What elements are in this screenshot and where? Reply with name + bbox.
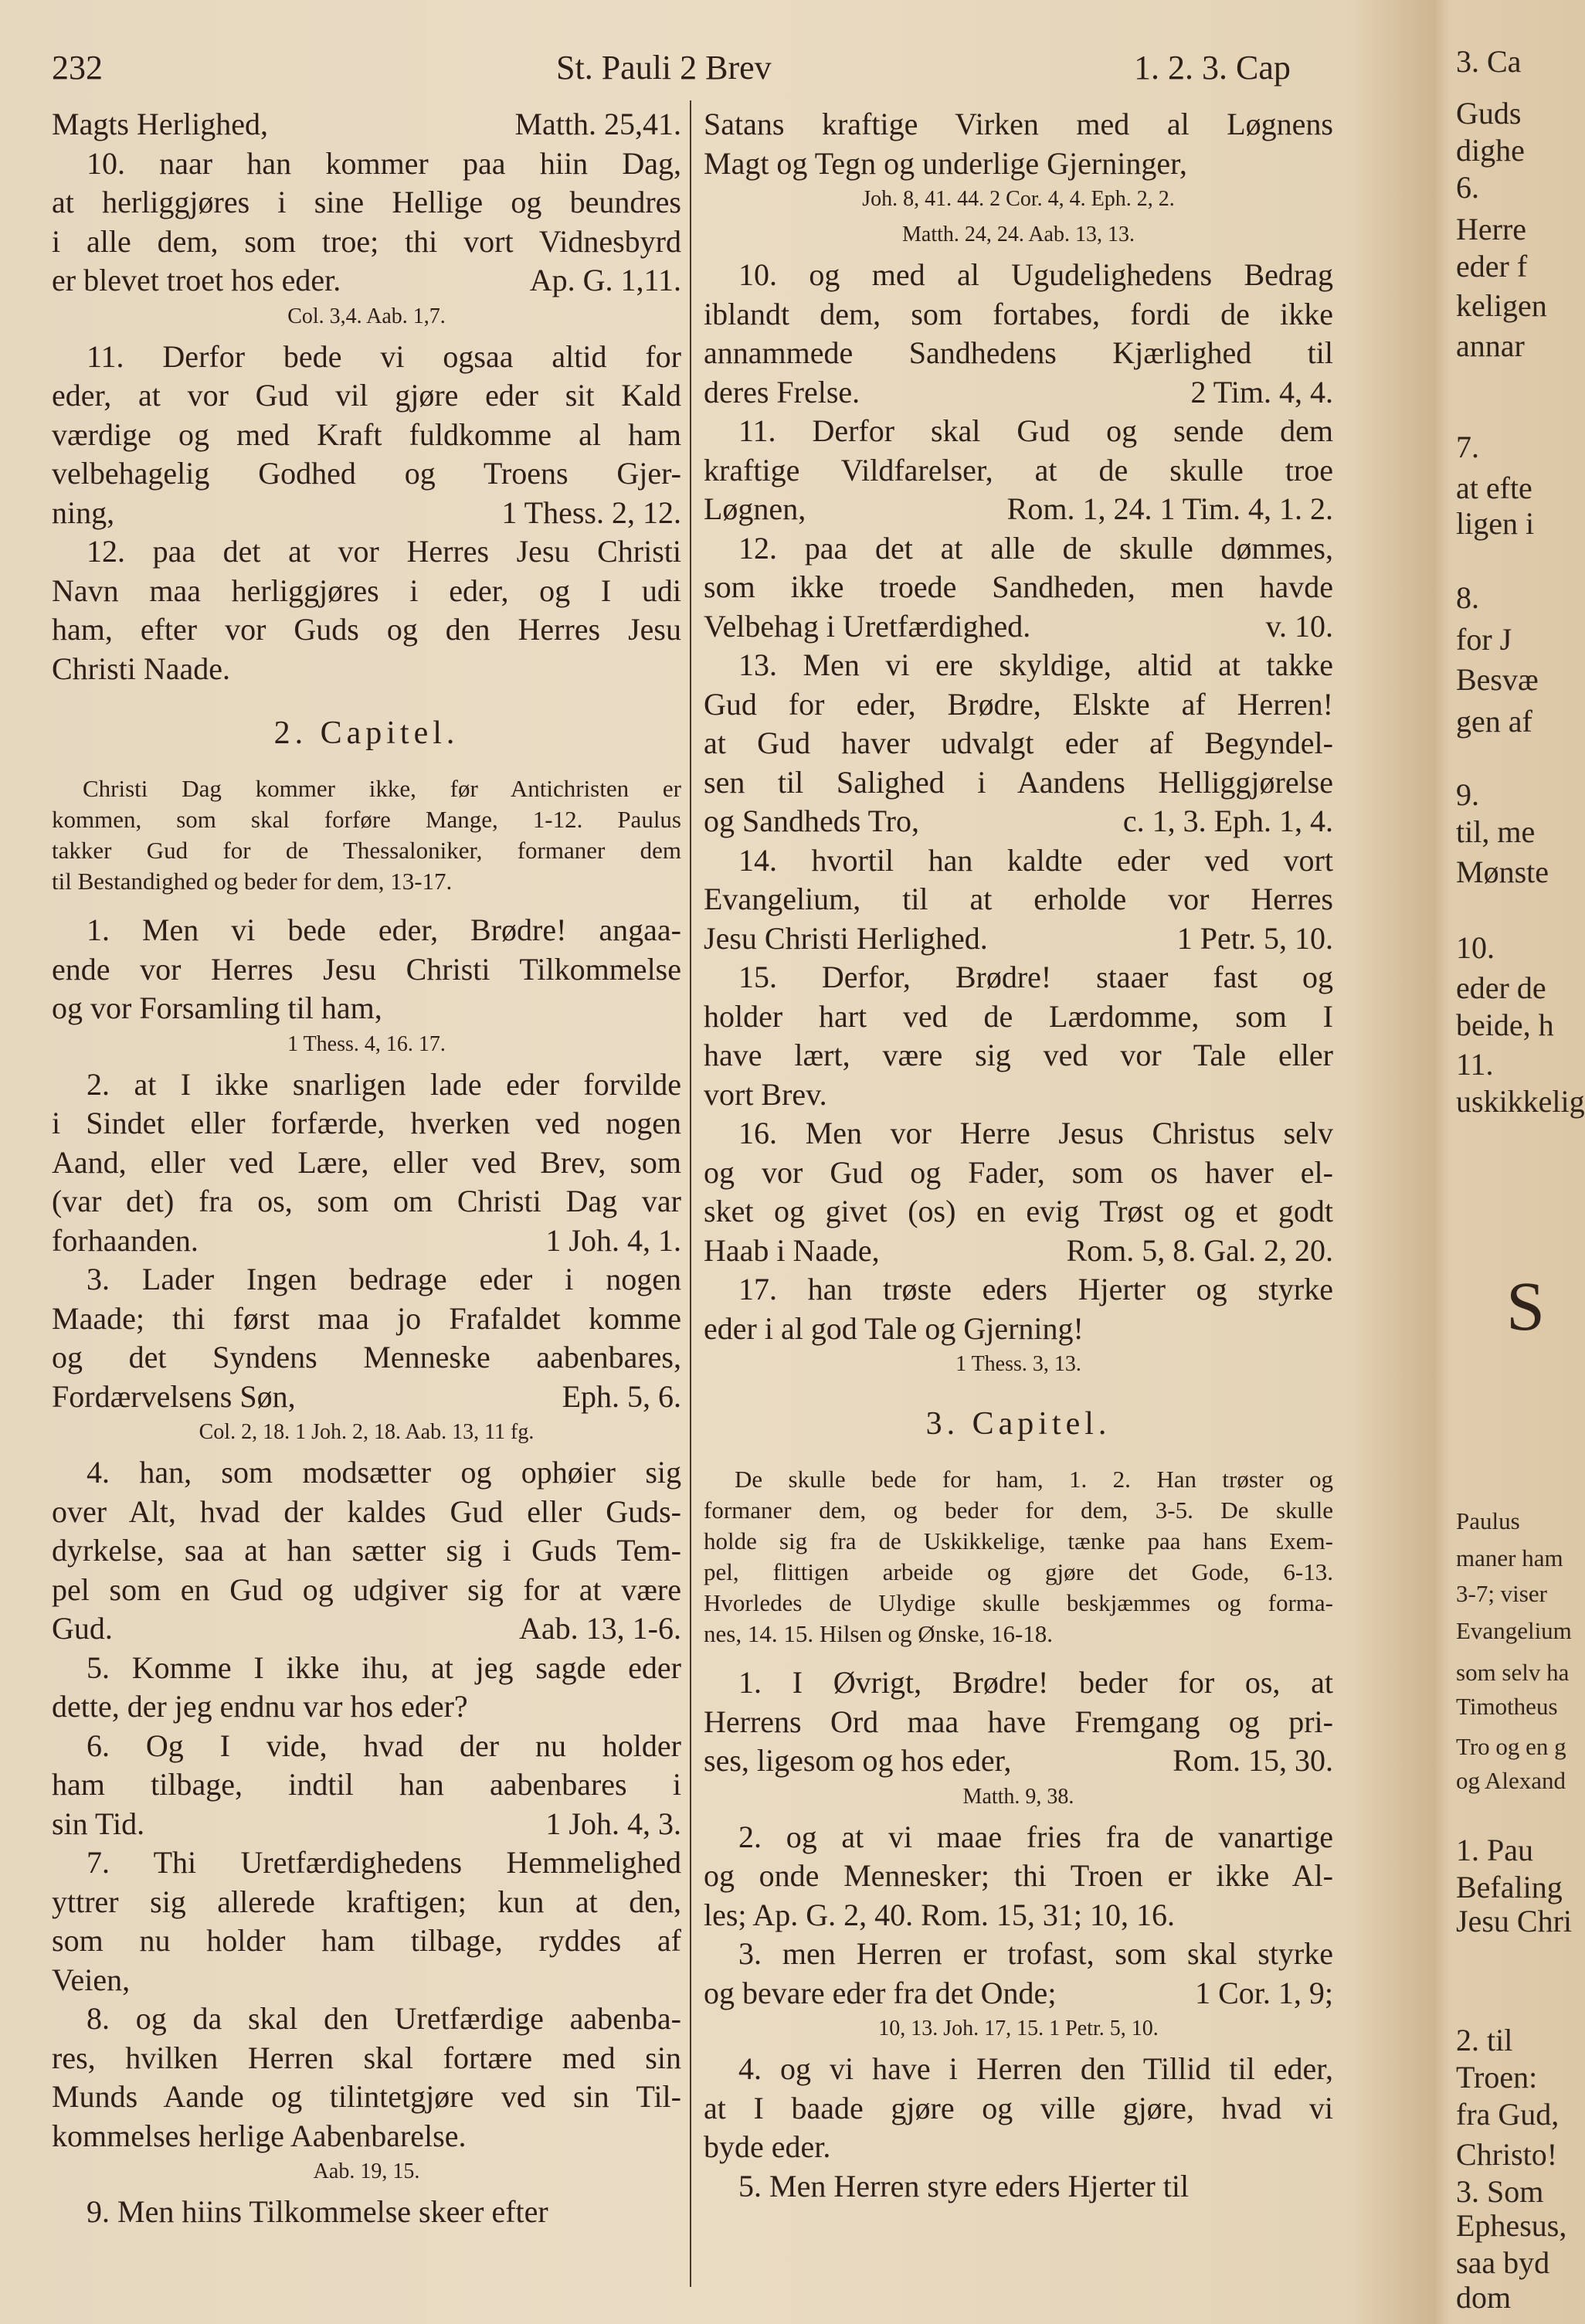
verse-reference: Matth. 25,41. bbox=[514, 107, 681, 141]
verse-line: 12. paa det at vor Herres Jesu Christi bbox=[87, 534, 681, 569]
verse-paragraph bbox=[52, 911, 681, 1028]
verse-paragraph bbox=[52, 1843, 681, 2000]
verse-line: som ikke troede Sandheden, men havde bbox=[704, 569, 1333, 604]
verse-reference: 1 Cor. 1, 9; bbox=[1195, 1975, 1333, 2010]
verse-line: eder i al god Tale og Gjerning! bbox=[704, 1310, 1084, 1346]
verse-reference: 2 Tim. 4, 4. bbox=[1190, 374, 1333, 409]
column-divider bbox=[690, 100, 691, 2287]
next-page-fragment: saa byd bbox=[1456, 2245, 1550, 2280]
next-page-fragment: Befaling bbox=[1456, 1870, 1563, 1904]
verse-reference: 1 Petr. 5, 10. bbox=[1176, 920, 1333, 956]
verse-line bbox=[52, 1805, 681, 1844]
next-page-fragment: Jesu Chri bbox=[1456, 1904, 1572, 1938]
verse-text: Fordærvelsens Søn, bbox=[52, 1378, 296, 1414]
next-page-fragment: 1. Pau bbox=[1456, 1833, 1533, 1867]
verse-line bbox=[704, 802, 1333, 841]
verse-text: forhaanden. bbox=[52, 1222, 199, 1258]
cross-reference: Aab. 19, 15. bbox=[313, 2159, 420, 2183]
summary-line: De skulle bede for ham, 1. 2. Han trøster og bbox=[735, 1466, 1333, 1493]
verse-reference: c. 1, 3. Eph. 1, 4. bbox=[1122, 804, 1333, 838]
next-page-fragment: keligen bbox=[1456, 288, 1547, 323]
summary-line: Hvorledes de Ulydige skulle beskjæmmes og forma- bbox=[704, 1589, 1333, 1616]
verse-line: velbehagelig Godhed og Troens Gjer- bbox=[52, 456, 681, 491]
next-page-fragment: Evangelium bbox=[1456, 1617, 1572, 1644]
verse-paragraph bbox=[704, 529, 1333, 647]
verse-line bbox=[704, 1741, 1333, 1781]
verse-reference: Eph. 5, 6. bbox=[562, 1378, 681, 1414]
summary-line: til Bestandighed og beder for dem, 13-17. bbox=[52, 868, 453, 895]
verse-line bbox=[704, 373, 1333, 413]
verse-line: dette, der jeg endnu var hos eder? bbox=[52, 1689, 468, 1724]
verse-line: Herrens Ord maa have Fremgang og pri- bbox=[704, 1704, 1333, 1739]
verse-text: ses, ligesom og hos eder, bbox=[704, 1743, 1012, 1778]
verse-line: 9. Men hiins Tilkommelse skeer efter bbox=[87, 2194, 548, 2229]
cross-reference: 1 Thess. 3, 13. bbox=[955, 1352, 1081, 1376]
next-page-fragment: 8. bbox=[1456, 580, 1479, 615]
verse-line: 2. at I ikke snarligen lade eder forvilde bbox=[87, 1066, 681, 1102]
next-page-fragment: Troen: bbox=[1456, 2060, 1538, 2095]
verse-text: deres Frelse. bbox=[704, 374, 860, 409]
verse-line: 11. Derfor skal Gud og sende dem bbox=[738, 413, 1333, 448]
summary-line: pel, flittigen arbeide og gjøre det Gode, 6-13. bbox=[704, 1558, 1333, 1585]
next-page-fragment: 3-7; viser bbox=[1456, 1580, 1547, 1607]
chapter-heading: 2. Capitel. bbox=[273, 715, 460, 751]
next-page-fragment: for J bbox=[1456, 622, 1512, 657]
verse-line: 4. han, som modsætter og ophøier sig bbox=[87, 1455, 681, 1490]
verse-line: res, hvilken Herren skal fortære med sin bbox=[52, 2040, 681, 2075]
verse-line: og onde Mennesker; thi Troen er ikke Al- bbox=[704, 1858, 1333, 1893]
next-page-fragment: at efte bbox=[1456, 471, 1532, 505]
cross-reference: 1 Thess. 4, 16. 17. bbox=[287, 1031, 446, 1056]
verse-paragraph bbox=[52, 532, 681, 688]
next-page-fragment: 6. bbox=[1456, 170, 1479, 205]
next-page-fragment: 10. bbox=[1456, 930, 1495, 965]
next-page-fragment: 3. Ca bbox=[1456, 44, 1522, 79]
chapter-summary bbox=[52, 773, 681, 897]
verse-line: Evangelium, til at erholde vor Herres bbox=[704, 882, 1333, 916]
verse-line: 17. han trøste eders Hjerter og styrke bbox=[738, 1272, 1333, 1306]
summary-line: kommen, som skal forføre Mange, 1-12. Paulus bbox=[52, 806, 681, 833]
verse-reference: Ap. G. 1,11. bbox=[529, 263, 681, 297]
verse-line bbox=[704, 607, 1333, 647]
verse-line: Maade; thi først maa jo Frafaldet komme bbox=[52, 1300, 681, 1336]
summary-line: nes, 14. 15. Hilsen og Ønske, 16-18. bbox=[704, 1620, 1054, 1647]
verse-reference: Aab. 13, 1-6. bbox=[519, 1611, 681, 1646]
next-page-fragment: dighe bbox=[1456, 133, 1525, 168]
verse-line: at Gud haver udvalgt eder af Begyndel- bbox=[704, 725, 1333, 760]
verse-line bbox=[704, 1974, 1333, 2013]
verse-text: Haab i Naade, bbox=[704, 1232, 880, 1268]
next-page-fragment: til, me bbox=[1456, 814, 1536, 849]
verse-line: 6. Og I vide, hvad der nu holder bbox=[87, 1728, 681, 1763]
next-page-fragment: Besvæ bbox=[1456, 662, 1539, 697]
verse-line bbox=[52, 1378, 681, 1417]
verse-paragraph bbox=[704, 105, 1333, 183]
chapter-range: 1. 2. 3. Cap bbox=[1134, 49, 1291, 87]
next-page-fragment: ligen i bbox=[1456, 506, 1535, 541]
verse-line: 13. Men vi ere skyldige, altid at takke bbox=[738, 647, 1333, 682]
verse-paragraph bbox=[52, 105, 681, 144]
right-column bbox=[704, 105, 1333, 2206]
verse-line: 10. og med al Ugudelighedens Bedrag bbox=[738, 257, 1333, 292]
next-page-fragment: S bbox=[1506, 1269, 1546, 1345]
cross-reference: Matth. 9, 38. bbox=[962, 1784, 1074, 1809]
verse-paragraph bbox=[704, 1270, 1333, 1348]
verse-paragraph bbox=[52, 1649, 681, 1727]
verse-line: i Sindet eller forfærde, hverken ved nogen bbox=[52, 1106, 681, 1140]
next-page-fragment: Christo! bbox=[1456, 2137, 1558, 2172]
next-page-fragment: gen af bbox=[1456, 704, 1532, 739]
verse-line: Christi Naade. bbox=[52, 651, 231, 686]
verse-text: og Sandheds Tro, bbox=[704, 804, 919, 838]
verse-line: (var det) fra os, som om Christi Dag var bbox=[52, 1184, 681, 1218]
next-page-fragment: beide, h bbox=[1456, 1007, 1554, 1042]
verse-line: sen til Salighed i Aandens Helliggjørelse bbox=[704, 764, 1333, 800]
verse-paragraph bbox=[704, 1663, 1333, 1781]
verse-reference: 1 Joh. 4, 1. bbox=[545, 1222, 681, 1258]
summary-line: holde sig fra de Uskikkelige, tænke paa hans Exem- bbox=[704, 1527, 1333, 1554]
next-page-fragment: fra Gud, bbox=[1456, 2097, 1560, 2132]
verse-paragraph bbox=[52, 1727, 681, 1844]
verse-paragraph bbox=[52, 144, 681, 301]
next-page-fragment: 3. Som bbox=[1456, 2174, 1544, 2209]
verse-paragraph bbox=[704, 1114, 1333, 1270]
verse-paragraph bbox=[52, 2193, 681, 2232]
next-page-fragment: Mønste bbox=[1456, 855, 1549, 889]
next-page-fragment: 7. bbox=[1456, 430, 1479, 464]
verse-line: ham, efter vor Guds og den Herres Jesu bbox=[52, 612, 681, 647]
verse-paragraph bbox=[52, 1260, 681, 1416]
verse-paragraph bbox=[704, 2167, 1333, 2207]
verse-line: som nu holder ham tilbage, ryddes af bbox=[52, 1923, 681, 1958]
verse-line: vort Brev. bbox=[704, 1076, 827, 1112]
next-page-fragment: Paulus bbox=[1456, 1507, 1520, 1534]
verse-paragraph bbox=[704, 646, 1333, 841]
verse-text: Løgnen, bbox=[704, 491, 806, 526]
next-page-fragment: eder f bbox=[1456, 249, 1528, 284]
verse-line: Magt og Tegn og underlige Gjerninger, bbox=[704, 145, 1187, 181]
next-page-fragment: Ephesus, bbox=[1456, 2208, 1567, 2243]
verse-paragraph bbox=[704, 958, 1333, 1114]
verse-paragraph bbox=[52, 1065, 681, 1261]
verse-reference: 1 Joh. 4, 3. bbox=[545, 1806, 681, 1841]
verse-line: Aand, eller ved Lære, eller ved Brev, som bbox=[52, 1144, 681, 1180]
verse-line: og det Syndens Menneske aabenbares, bbox=[52, 1340, 681, 1374]
next-page-fragment: Herre bbox=[1456, 212, 1527, 246]
next-page-fragment: eder de bbox=[1456, 970, 1546, 1005]
verse-text: er blevet troet hos eder. bbox=[52, 263, 341, 297]
verse-line: byde eder. bbox=[704, 2129, 831, 2164]
next-page-fragment: dom bbox=[1456, 2280, 1512, 2315]
verse-line bbox=[704, 919, 1333, 959]
verse-line: 15. Derfor, Brødre! staaer fast og bbox=[738, 960, 1333, 994]
summary-line: formaner dem, og beder for dem, 3-5. De skulle bbox=[704, 1497, 1333, 1524]
verse-line: holder hart ved de Lærdomme, som I bbox=[704, 998, 1333, 1034]
verse-text: Magts Herlighed, bbox=[52, 107, 268, 141]
verse-paragraph bbox=[52, 1453, 681, 1649]
chapter-heading: 3. Capitel. bbox=[925, 1406, 1112, 1442]
verse-line: annammede Sandhedens Kjærlighed til bbox=[704, 335, 1333, 370]
verse-line: Gud for eder, Brødre, Elskte af Herren! bbox=[704, 686, 1333, 722]
summary-line: takker Gud for de Thessaloniker, formaner dem bbox=[52, 837, 681, 864]
verse-reference: Rom. 1, 24. 1 Tim. 4, 1. 2. bbox=[1006, 491, 1333, 526]
verse-line: 16. Men vor Herre Jesus Christus selv bbox=[738, 1116, 1333, 1150]
cross-reference: 10, 13. Joh. 17, 15. 1 Petr. 5, 10. bbox=[878, 2017, 1159, 2040]
verse-line: 14. hvortil han kaldte eder ved vort bbox=[738, 842, 1333, 878]
cross-reference: Matth. 24, 24. Aab. 13, 13. bbox=[902, 223, 1135, 246]
verse-line: sket og givet (os) en evig Trøst og et godt bbox=[704, 1194, 1333, 1228]
verse-line: 2. og at vi maae fries fra de vanartige bbox=[738, 1819, 1333, 1854]
verse-paragraph bbox=[704, 2050, 1333, 2167]
verse-paragraph bbox=[704, 841, 1333, 959]
verse-paragraph bbox=[704, 1935, 1333, 2013]
verse-paragraph bbox=[704, 1818, 1333, 1935]
verse-line bbox=[52, 261, 681, 301]
verse-reference: 1 Thess. 2, 12. bbox=[501, 494, 681, 530]
verse-text: og bevare eder fra det Onde; bbox=[704, 1975, 1057, 2010]
verse-paragraph bbox=[704, 256, 1333, 412]
verse-line: have lært, være sig ved vor Tale eller bbox=[704, 1038, 1333, 1072]
verse-line: og vor Gud og Fader, som os haver el- bbox=[704, 1154, 1333, 1190]
verse-line: dyrkelse, saa at han sætter sig i Guds Tem- bbox=[52, 1533, 681, 1568]
verse-reference: Rom. 15, 30. bbox=[1173, 1743, 1333, 1778]
verse-line: over Alt, hvad der kaldes Gud eller Guds- bbox=[52, 1493, 681, 1529]
verse-line: 12. paa det at alle de skulle dømmes, bbox=[738, 530, 1333, 566]
verse-line: Munds Aande og tilintetgjøre ved sin Til- bbox=[52, 2079, 681, 2114]
verse-line: pel som en Gud og udgiver sig for at være bbox=[52, 1571, 681, 1607]
next-page-fragment: 11. bbox=[1456, 1047, 1494, 1082]
summary-line: Christi Dag kommer ikke, før Antichristen er bbox=[83, 775, 681, 802]
page-number: 232 bbox=[52, 49, 103, 87]
verse-line: 3. men Herren er trofast, som skal styrke bbox=[738, 1936, 1333, 1971]
verse-line: 3. Lader Ingen bedrage eder i nogen bbox=[87, 1262, 681, 1296]
verse-line: at herliggjøres i sine Hellige og beundres bbox=[52, 185, 681, 219]
verse-line: ham tilbage, indtil han aabenbares i bbox=[52, 1767, 681, 1802]
verse-line: i alle dem, som troe; thi vort Vidnesbyrd bbox=[52, 223, 681, 259]
verse-line: 10. naar han kommer paa hiin Dag, bbox=[87, 145, 681, 181]
verse-line: 1. Men vi bede eder, Brødre! angaa- bbox=[87, 912, 681, 947]
verse-line: yttrer sig allerede kraftigen; kun at den, bbox=[52, 1884, 681, 1919]
verse-line: 5. Men Herren styre eders Hjerter til bbox=[738, 2168, 1190, 2203]
next-page-fragment: som selv ha bbox=[1456, 1659, 1570, 1686]
next-page-fragment: 9. bbox=[1456, 777, 1479, 812]
verse-line: 1. I Øvrigt, Brødre! beder for os, at bbox=[738, 1665, 1333, 1700]
verse-line: at I baade gjøre og ville gjøre, hvad vi bbox=[704, 2090, 1333, 2125]
verse-paragraph bbox=[52, 2000, 681, 2156]
next-page-fragment: maner ham bbox=[1456, 1544, 1563, 1571]
verse-line: og vor Forsamling til ham, bbox=[52, 990, 382, 1025]
next-page-fragment: Tro og en g bbox=[1456, 1733, 1566, 1760]
verse-reference: v. 10. bbox=[1265, 608, 1333, 644]
next-page-fragment: uskikkelig bbox=[1456, 1084, 1585, 1119]
verse-line: 11. Derfor bede vi ogsaa altid for bbox=[87, 338, 681, 374]
verse-text: Gud. bbox=[52, 1611, 113, 1646]
verse-reference: Rom. 5, 8. Gal. 2, 20. bbox=[1066, 1232, 1333, 1268]
verse-line: kraftige Vildfarelser, at de skulle troe bbox=[704, 452, 1333, 488]
verse-line: Navn maa herliggjøres i eder, og I udi bbox=[52, 573, 681, 608]
verse-line: Satans kraftige Virken med al Løgnens bbox=[704, 107, 1333, 141]
running-title: St. Pauli 2 Brev bbox=[556, 49, 772, 87]
left-column bbox=[52, 105, 681, 2232]
verse-paragraph bbox=[704, 412, 1333, 529]
verse-line: 5. Komme I ikke ihu, at jeg sagde eder bbox=[87, 1650, 681, 1685]
cross-reference: Col. 2, 18. 1 Joh. 2, 18. Aab. 13, 11 fg. bbox=[199, 1420, 535, 1444]
verse-line: 7. Thi Uretfærdighedens Hemmelighed bbox=[87, 1845, 681, 1880]
next-page-fragment: annar bbox=[1456, 328, 1525, 363]
verse-line: ende vor Herres Jesu Christi Tilkommelse bbox=[52, 951, 681, 987]
verse-line bbox=[704, 1232, 1333, 1271]
verse-line: les; Ap. G. 2, 40. Rom. 15, 31; 10, 16. bbox=[704, 1897, 1176, 1932]
chapter-summary bbox=[704, 1464, 1333, 1650]
verse-line: værdige og med Kraft fuldkomme al ham bbox=[52, 416, 681, 452]
verse-line bbox=[52, 1609, 681, 1649]
verse-text: Jesu Christi Herlighed. bbox=[704, 920, 988, 956]
next-page-fragment: og Alexand bbox=[1456, 1767, 1566, 1794]
cross-reference: Joh. 8, 41. 44. 2 Cor. 4, 4. Eph. 2, 2. bbox=[862, 187, 1175, 211]
verse-paragraph bbox=[52, 338, 681, 533]
verse-text: ning, bbox=[52, 494, 115, 530]
verse-line: Veien, bbox=[52, 1962, 131, 1997]
verse-line: 8. og da skal den Uretfærdige aabenba- bbox=[87, 2001, 681, 2036]
verse-text: Velbehag i Uretfærdighed. bbox=[704, 608, 1031, 644]
verse-line: 4. og vi have i Herren den Tillid til eder, bbox=[738, 2051, 1333, 2086]
next-page-fragment: Guds bbox=[1456, 96, 1522, 131]
next-page-fragment: 2. til bbox=[1456, 2023, 1513, 2057]
cross-reference: Col. 3,4. Aab. 1,7. bbox=[287, 304, 446, 328]
verse-line: kommelses herlige Aabenbarelse. bbox=[52, 2118, 467, 2153]
verse-line: eder, at vor Gud vil gjøre eder sit Kald bbox=[52, 378, 681, 413]
verse-line: iblandt dem, som fortabes, fordi de ikke bbox=[704, 296, 1333, 331]
verse-line bbox=[52, 494, 681, 533]
verse-line bbox=[704, 490, 1333, 529]
next-page-fragment: Timotheus bbox=[1456, 1693, 1558, 1720]
verse-line bbox=[52, 1221, 681, 1261]
verse-line bbox=[52, 105, 681, 144]
verse-text: sin Tid. bbox=[52, 1806, 145, 1841]
